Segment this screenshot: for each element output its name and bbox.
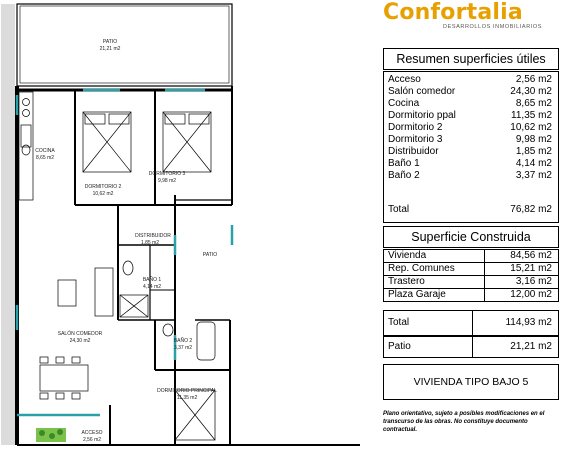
patio-total-divider: [472, 337, 473, 357]
room-label-bano-1: BAÑO 1: [142, 277, 162, 283]
grand-total-label: Total: [388, 317, 410, 328]
room-label-distribuidor: DISTRIBUIDOR: [135, 233, 171, 239]
room-area-bano-2: 3,37 m2: [173, 345, 193, 351]
row-label: Baño 1: [388, 158, 420, 169]
windows: [17, 90, 232, 415]
construida-table: [384, 250, 558, 301]
row-label: Distribuidor: [388, 146, 439, 157]
resumen-table-box: [383, 71, 559, 223]
resumen-title-box: [383, 48, 559, 70]
room-area-dormitorio-3: 9,98 m2: [157, 178, 177, 184]
row-label: Salón comedor: [388, 86, 456, 97]
row-value: 1,85 m2: [515, 146, 552, 157]
patio-hatch: [2, 4, 14, 445]
row-label: Vivienda: [384, 250, 484, 263]
patio-total-box: [383, 336, 559, 358]
room-area-salon: 24,30 m2: [69, 338, 91, 344]
logo-subtitle: DESARROLLOS INMOBILIARIOS: [443, 24, 543, 30]
room-label-dormitorio-3: DORMITORIO 3: [148, 171, 186, 177]
row-value: 12,00 m2: [510, 289, 552, 300]
row-label: Acceso: [388, 74, 421, 85]
bed-dormitorio-3: [163, 112, 211, 172]
row-label: Dormitorio 3: [388, 134, 443, 145]
grand-total-divider: [472, 311, 473, 335]
row-value: 24,30 m2: [510, 86, 552, 97]
table-row: [384, 276, 558, 289]
room-label-bano-2: BAÑO 2: [173, 338, 193, 344]
row-value: 9,98 m2: [515, 134, 552, 145]
room-label-cocina: COCINA: [35, 148, 55, 154]
row-label: Dormitorio ppal: [388, 110, 456, 121]
table-row: [384, 146, 558, 158]
construida-table-box: [383, 249, 559, 302]
plant-icon: [36, 428, 66, 442]
row-value: 84,56 m2: [510, 250, 552, 261]
resumen-title: Resumen superficies útiles: [396, 52, 546, 66]
row-value: 11,35 m2: [511, 110, 552, 121]
resumen-total-value: 76,82 m2: [510, 204, 552, 215]
kitchen-fixtures: [19, 92, 33, 200]
row-label: Baño 2: [388, 170, 420, 181]
table-row: [384, 250, 558, 263]
room-area-cocina: 8,65 m2: [35, 155, 55, 161]
row-label: Dormitorio 2: [388, 122, 443, 133]
row-value: 3,37 m2: [515, 170, 552, 181]
row-value: 8,65 m2: [515, 98, 552, 109]
bed-dormitorio-2: [83, 112, 131, 172]
patio-total-value: 21,21 m2: [510, 341, 552, 352]
grand-total-box: [383, 310, 559, 336]
table-row: [384, 263, 558, 276]
room-label-acceso: ACCESO: [81, 430, 103, 436]
resumen-table: [384, 74, 558, 182]
row-value: 4,14 m2: [515, 158, 552, 169]
vivienda-type: VIVIENDA TIPO BAJO 5: [413, 376, 529, 388]
room-label-dormitorio-2: DORMITORIO 2: [84, 184, 122, 190]
room-area-patio-top: 21,21 m2: [99, 46, 121, 52]
logo: [383, 0, 558, 33]
construida-title-box: [383, 226, 559, 248]
resumen-total-label: Total: [388, 204, 410, 215]
table-row: [384, 98, 558, 110]
row-label: Trastero: [384, 276, 484, 289]
room-label-patio-top: PATIO: [102, 39, 118, 45]
row-label: Cocina: [388, 98, 420, 109]
table-row: [384, 134, 558, 146]
row-value: 3,16 m2: [515, 276, 552, 287]
walls: [17, 4, 360, 445]
room-label-salon: SALÓN COMEDOR: [57, 331, 103, 337]
logo-brand: Confortalia: [383, 0, 523, 25]
grand-total-value: 114,93 m2: [505, 317, 552, 328]
row-value: 15,21 m2: [510, 263, 552, 274]
room-label-dormitorio-principal: DORMITORIO PRINCIPAL: [157, 388, 217, 394]
row-value: 2,56 m2: [515, 74, 552, 85]
patio-total-label: Patio: [388, 341, 411, 352]
room-label-patio-side: PATIO: [202, 252, 218, 258]
table-row: [384, 170, 558, 182]
table-row: [384, 74, 558, 86]
construida-title: Superficie Construida: [411, 230, 531, 244]
table-row: [384, 86, 558, 98]
room-area-dormitorio-principal: 11,35 m2: [176, 395, 198, 401]
disclaimer-note: Plano orientativo, sujeto a posibles modificaciones en el transcurso de las obras. No constituye documento contractual.: [383, 411, 545, 433]
room-area-bano-1: 4,14 m2: [142, 284, 162, 290]
table-row: [384, 289, 558, 302]
room-area-dormitorio-2: 10,62 m2: [92, 191, 114, 197]
room-area-acceso: 2,56 m2: [82, 437, 102, 443]
table-row: [384, 158, 558, 170]
row-label: Rep. Comunes: [384, 263, 484, 276]
row-value: 10,62 m2: [510, 122, 552, 133]
table-row: [384, 110, 558, 122]
room-area-distribuidor: 1,85 m2: [140, 240, 160, 246]
row-label: Plaza Garaje: [384, 289, 484, 302]
vivienda-type-box: [383, 364, 559, 400]
table-row: [384, 122, 558, 134]
